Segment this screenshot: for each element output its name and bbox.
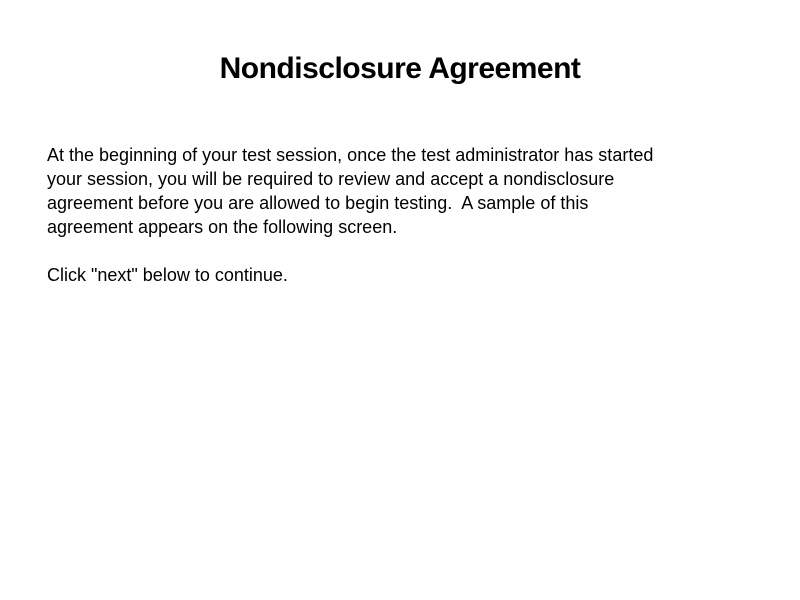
intro-paragraph-line: agreement appears on the following screen.	[47, 217, 398, 237]
instruction-text: Click "next" below to continue.	[47, 265, 288, 285]
intro-paragraph	[47, 143, 653, 239]
intro-paragraph-line: At the beginning of your test session, once the test administrator has started	[47, 145, 654, 165]
intro-paragraph-line: your session, you will be required to review and accept a nondisclosure	[47, 169, 615, 189]
intro-paragraph-line: agreement before you are allowed to begin testing. A sample of this	[47, 193, 589, 213]
page-title: Nondisclosure Agreement	[219, 52, 581, 85]
